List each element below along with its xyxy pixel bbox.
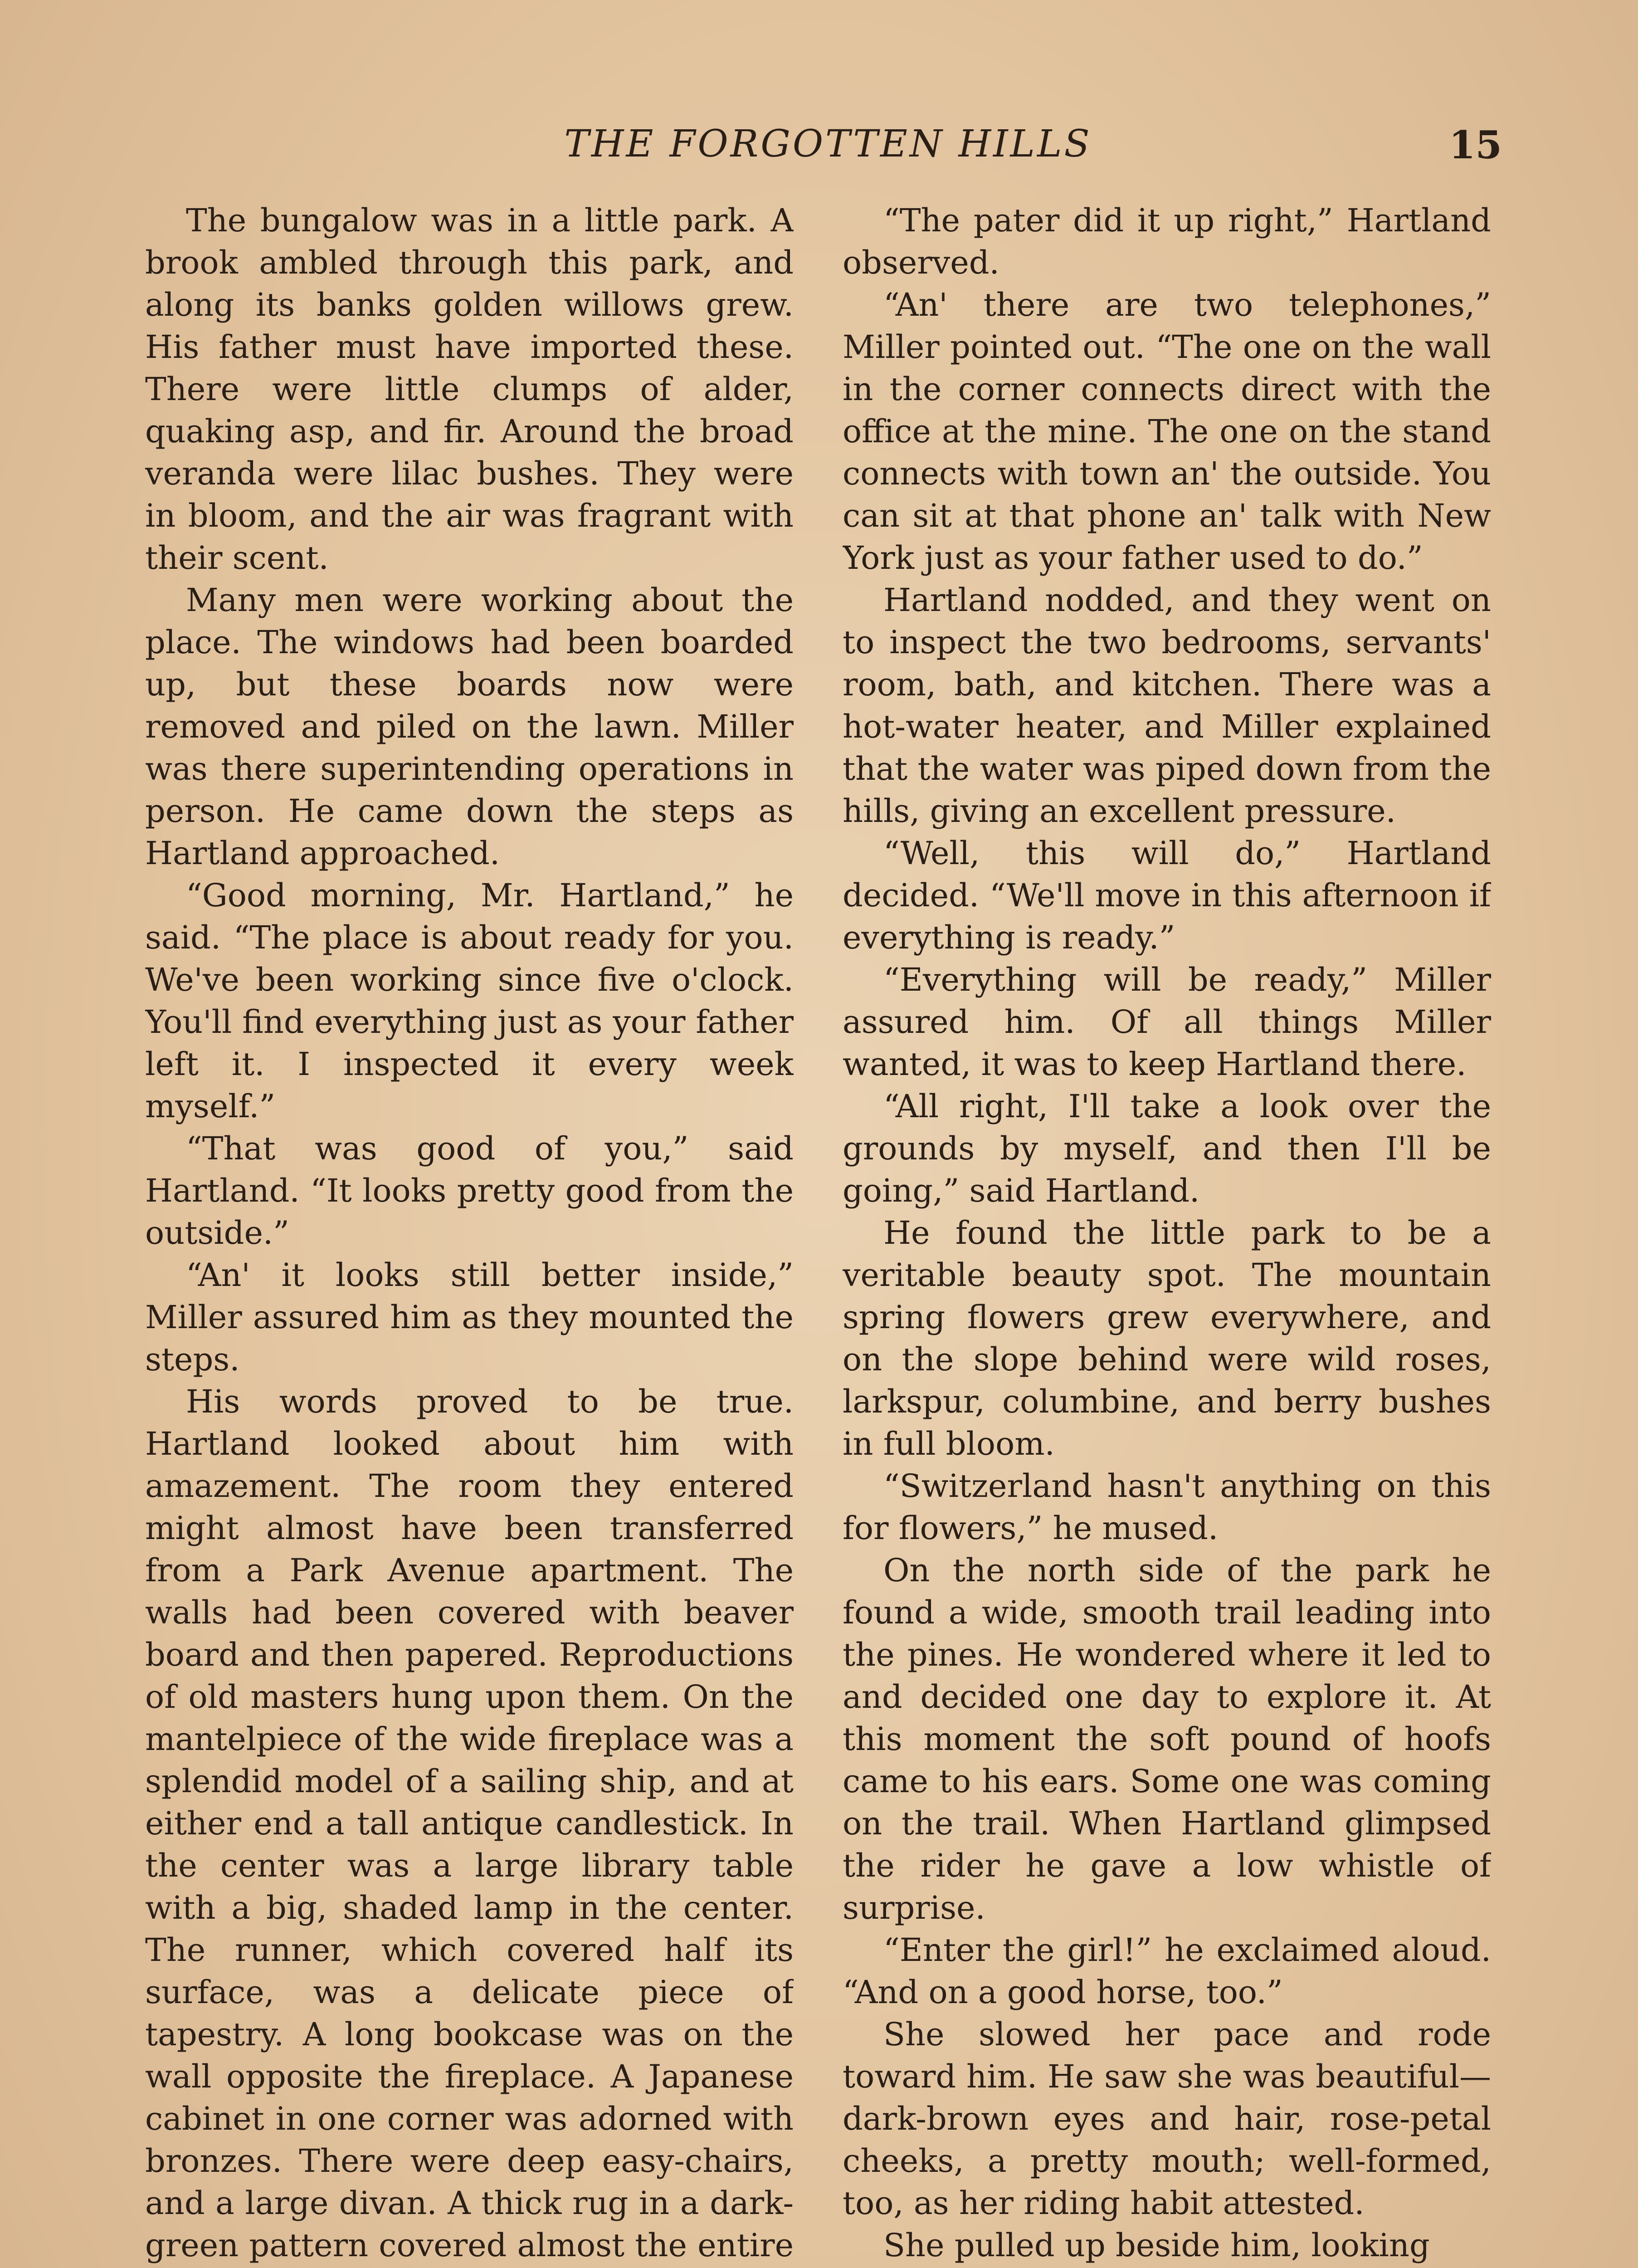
- paragraph: Many men were working about the place. The windows had been boarded up, but these boards now were removed and piled on the lawn. Miller was there superintending operations in person. He came down the steps as Hartland approached.: [145, 582, 794, 872]
- paragraph: She pulled up beside him, looking: [883, 2227, 1430, 2264]
- paragraph: The bungalow was in a little park. A brook ambled through this park, and along its banks golden willows grew. His father must have imported these. There were little clumps of alder, quaking asp, and fir. Around the broad veranda were lilac bushes. They were in bloom, and the air was fragrant with their scent.: [145, 202, 794, 577]
- paragraph: “Switzerland hasn't anything on this for flowers,” he mused.: [843, 1467, 1491, 1547]
- paragraph: On the north side of the park he found a wide, smooth trail leading into the pines. He wondered where it led to and decided one day to explore it. At this moment the soft pound of hoofs came to his ears. Some one was coming on the trail. When Hartland glimpsed the rider he gave a low whistle of surprise.: [843, 1552, 1491, 1926]
- paragraph: She slowed her pace and rode toward him. He saw she was beautiful—dark-brown eyes and hair, rose-petal cheeks, a pretty mouth; well-formed, too, as her riding habit attested.: [843, 2016, 1491, 2222]
- page-header: [150, 122, 1506, 172]
- paragraph: “An' there are two telephones,” Miller pointed out. “The one on the wall in the corner connects direct with the office at the mine. The one on the stand connects with town an' the outside. You can sit at that phone an' talk with New York just as your father used to do.”: [843, 286, 1491, 577]
- left-column: [145, 200, 794, 2268]
- paragraph: “All right, I'll take a look over the grounds by myself, and then I'll be going,” said Hartland.: [843, 1088, 1491, 1209]
- page-number: 15: [1449, 122, 1502, 167]
- paragraph: His words proved to be true. Hartland looked about him with amazement. The room they entered might almost have been transferred from a Park Avenue apartment. The walls had been covered with beaver board and then papered. Reproductions of old masters hung upon them. On the mantelpiece of the wide fireplace was a splendid model of a sailing ship, and at either end a tall antique candlestick. In the center was a large library table with a big, shaded lamp in the center. The runner, which covered half its surface, was a delicate piece of tapestry. A long bookcase was on the wall opposite the fireplace. A Japanese cabinet in one corner was adorned with bronzes. There were deep easy-chairs, and a large divan. A thick rug in a dark-green pattern covered almost the entire: [145, 1383, 794, 2264]
- right-column: [843, 200, 1491, 2268]
- paragraph: Hartland nodded, and they went on to inspect the two bedrooms, servants' room, bath, and kitchen. There was a hot-water heater, and Miller explained that the water was piped down from the hills, giving an excellent pressure.: [843, 582, 1491, 830]
- paragraph: “Well, this will do,” Hartland decided. “We'll move in this afternoon if everything is ready.”: [843, 835, 1491, 956]
- paragraph: “An' it looks still better inside,” Miller assured him as they mounted the steps.: [145, 1256, 794, 1378]
- paragraph: “Good morning, Mr. Hartland,” he said. “The place is about ready for you. We've been working since five o'clock. You'll find everything just as your father left it. I inspected it every week myself.”: [145, 877, 794, 1125]
- paragraph: “Enter the girl!” he exclaimed aloud. “And on a good horse, too.”: [843, 1931, 1491, 2011]
- paragraph: He found the little park to be a veritable beauty spot. The mountain spring flowers grew everywhere, and on the slope behind were wild roses, larkspur, columbine, and berry bushes in full bloom.: [843, 1214, 1491, 1462]
- paragraph: “Everything will be ready,” Miller assured him. Of all things Miller wanted, it was to keep Hartland there.: [843, 961, 1491, 1083]
- paragraph: “The pater did it up right,” Hartland observed.: [843, 202, 1491, 281]
- paragraph: “That was good of you,” said Hartland. “It looks pretty good from the outside.”: [145, 1130, 794, 1251]
- running-title: THE FORGOTTEN HILLS: [564, 122, 1092, 166]
